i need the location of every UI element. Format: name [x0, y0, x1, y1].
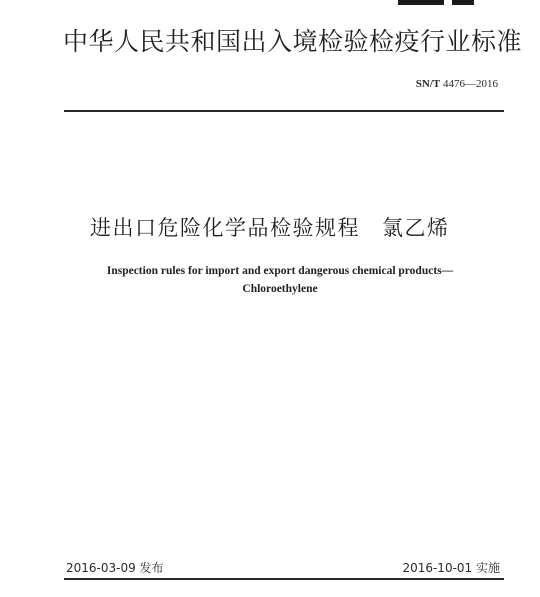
- header-org-title: 中华人民共和国出入境检验检疫行业标准: [63, 27, 523, 56]
- document-title-main: 进出口危险化学品检验规程: [90, 216, 360, 240]
- implementation-date: 2016-10-01 实施: [402, 561, 500, 575]
- standard-code: SN/T: [415, 78, 441, 90]
- document-title-en-line2: Chloroethylene: [242, 283, 318, 295]
- document-title-cn: [90, 212, 510, 242]
- document-title-en: [60, 262, 500, 298]
- top-black-mark-2: [452, 0, 474, 5]
- standard-number-value: 4476—2016: [443, 78, 498, 90]
- bottom-divider: [64, 578, 504, 580]
- top-divider: [64, 110, 504, 112]
- issue-date: 2016-03-09 发布: [66, 561, 164, 575]
- top-black-mark: [398, 0, 444, 5]
- standard-number: [416, 78, 498, 90]
- document-title-en-line1: Inspection rules for import and export dangerous chemical products—: [106, 265, 454, 277]
- document-title-sub: 氯乙烯: [382, 216, 450, 240]
